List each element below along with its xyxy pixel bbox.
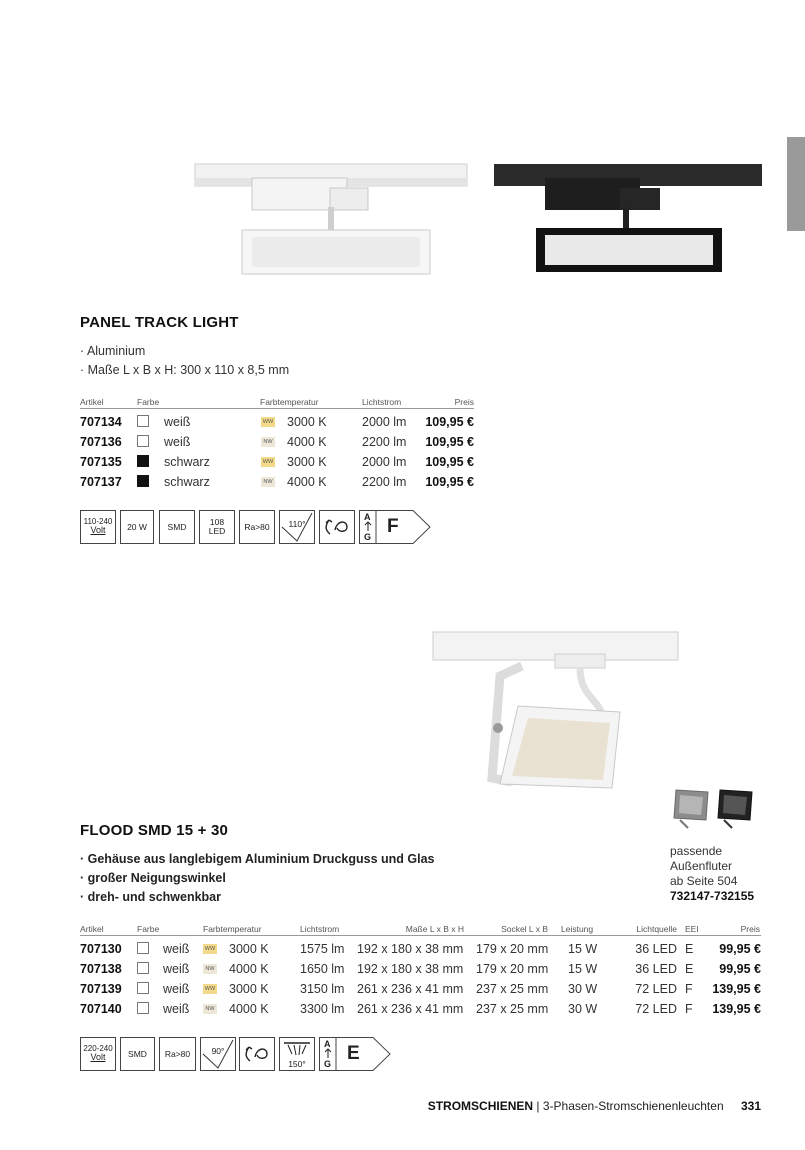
column-header-leistung: Leistung [561, 924, 594, 934]
column-header-sockel: Sockel L x B [501, 924, 548, 934]
color-swatch-white [137, 982, 149, 994]
panel-track-light-white-image [190, 160, 475, 280]
beam-angle-icon: 90° [200, 1037, 236, 1071]
color-rendering-icon: Ra>80 [239, 510, 275, 544]
floodlight-variants-image [670, 786, 760, 830]
warm-white-badge: WW [262, 459, 274, 465]
column-header-farbe: Farbe [137, 397, 160, 407]
led-count-icon: 108 LED [199, 510, 235, 544]
table-divider [80, 935, 761, 936]
column-header-lichtstrom: Lichtstrom [362, 397, 402, 407]
color-swatch-white [137, 962, 149, 974]
color-swatch-white [137, 415, 149, 427]
panel-track-light-black-image [490, 160, 765, 280]
warm-white-badge: WW [262, 419, 274, 425]
rotate-tilt-icon [239, 1037, 275, 1071]
chapter-tab [787, 137, 805, 231]
color-swatch-white [137, 1002, 149, 1014]
smd-icon: SMD [120, 1037, 155, 1071]
column-header-farbtemperatur: Farbtemperatur [260, 397, 319, 407]
voltage-icon: 110-240 Volt [80, 510, 116, 544]
feature-bullet: · großer Neigungswinkel [80, 871, 226, 885]
column-header-lichtquelle: Lichtquelle [636, 924, 677, 934]
footer-separator: | [536, 1099, 540, 1113]
feature-bullet: · Maße L x B x H: 300 x 110 x 8,5 mm [80, 363, 290, 377]
neutral-white-badge: NW [261, 437, 275, 447]
column-header-artikel: Artikel [80, 397, 104, 407]
energy-class-icon: A G E [319, 1037, 391, 1071]
feature-bullet: · dreh- und schwenkbar [80, 890, 221, 904]
product-title: FLOOD SMD 15 + 30 [80, 822, 229, 839]
warm-white-badge: WW [204, 986, 216, 992]
warm-white-badge: WW [204, 946, 216, 952]
page-footer [428, 1099, 761, 1113]
flood-smd-image [430, 628, 680, 793]
table-divider [80, 408, 474, 409]
neutral-white-badge: NW [203, 1004, 217, 1014]
smd-icon: SMD [159, 510, 195, 544]
color-rendering-icon: Ra>80 [159, 1037, 196, 1071]
voltage-icon: 220-240 Volt [80, 1037, 116, 1071]
column-header-masse: Maße L x B x H [405, 924, 464, 934]
beam-angle-icon: 110° [279, 510, 315, 544]
neutral-white-badge: NW [203, 964, 217, 974]
energy-class-icon: A G F [359, 510, 431, 544]
color-swatch-white [137, 435, 149, 447]
related-products-note: passende Außenfluter ab Seite 504 732147-732155 [670, 844, 755, 903]
footer-subtitle: 3-Phasen-Stromschienenleuchten [542, 1099, 724, 1113]
column-header-eei: EEI [685, 924, 699, 934]
column-header-lichtstrom: Lichtstrom [300, 924, 340, 934]
footer-category: STROMSCHIENEN [427, 1099, 534, 1113]
column-header-artikel: Artikel [80, 924, 104, 934]
page-number: 331 [740, 1099, 761, 1113]
rotate-tilt-icon [319, 510, 355, 544]
column-header-farbtemperatur: Farbtemperatur [203, 924, 262, 934]
color-swatch-white [137, 942, 149, 954]
neutral-white-badge: NW [261, 477, 275, 487]
feature-bullet: · Gehäuse aus langlebigem Aluminium Druckguss und Glas [80, 852, 435, 866]
color-swatch-black [137, 475, 149, 487]
beam-spread-icon: 150° [279, 1037, 315, 1071]
feature-bullet: · Aluminium [80, 344, 146, 358]
column-header-farbe: Farbe [137, 924, 160, 934]
wattage-icon: 20 W [120, 510, 154, 544]
product-title: PANEL TRACK LIGHT [80, 314, 239, 331]
column-header-preis: Preis [740, 924, 760, 934]
color-swatch-black [137, 455, 149, 467]
column-header-preis: Preis [454, 397, 474, 407]
